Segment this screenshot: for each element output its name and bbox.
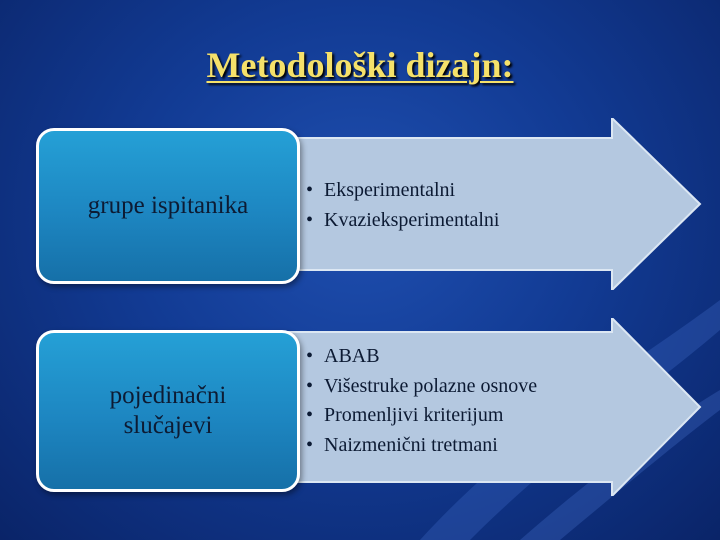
- list-item: [306, 431, 537, 461]
- category-label-line: pojedinačni: [109, 382, 227, 409]
- list-item-text: Višestruke polazne osnove: [324, 374, 538, 397]
- list-item-text: Promenljivi kriterijum: [324, 404, 504, 426]
- category-box: [36, 330, 300, 492]
- slide-title: Metodološki dizajn:: [206, 45, 514, 85]
- row-single-case: [0, 318, 720, 496]
- bullet-icon: •: [306, 208, 314, 231]
- list-item: [306, 342, 537, 372]
- list-item-text: Kvazieksperimentalni: [324, 208, 500, 231]
- list-item-text: ABAB: [324, 345, 380, 367]
- list-item-text: Naizmenični tretmani: [324, 433, 498, 456]
- list-item: [306, 401, 537, 431]
- bullet-list: [306, 342, 537, 460]
- list-item-text: Eksperimentalni: [324, 179, 456, 201]
- bullet-icon: •: [306, 433, 314, 456]
- bullet-icon: •: [306, 345, 314, 367]
- row-group-subjects: [0, 118, 720, 290]
- category-label: grupe ispitanika: [87, 192, 249, 219]
- category-label-line: slučajevi: [123, 412, 213, 439]
- bullet-list: [306, 176, 500, 235]
- list-item: [306, 206, 500, 236]
- bullet-icon: •: [306, 404, 314, 426]
- list-item: [306, 176, 500, 206]
- bullet-icon: •: [306, 374, 314, 397]
- category-box: [36, 128, 300, 284]
- list-item: [306, 372, 537, 402]
- bullet-icon: •: [306, 179, 314, 201]
